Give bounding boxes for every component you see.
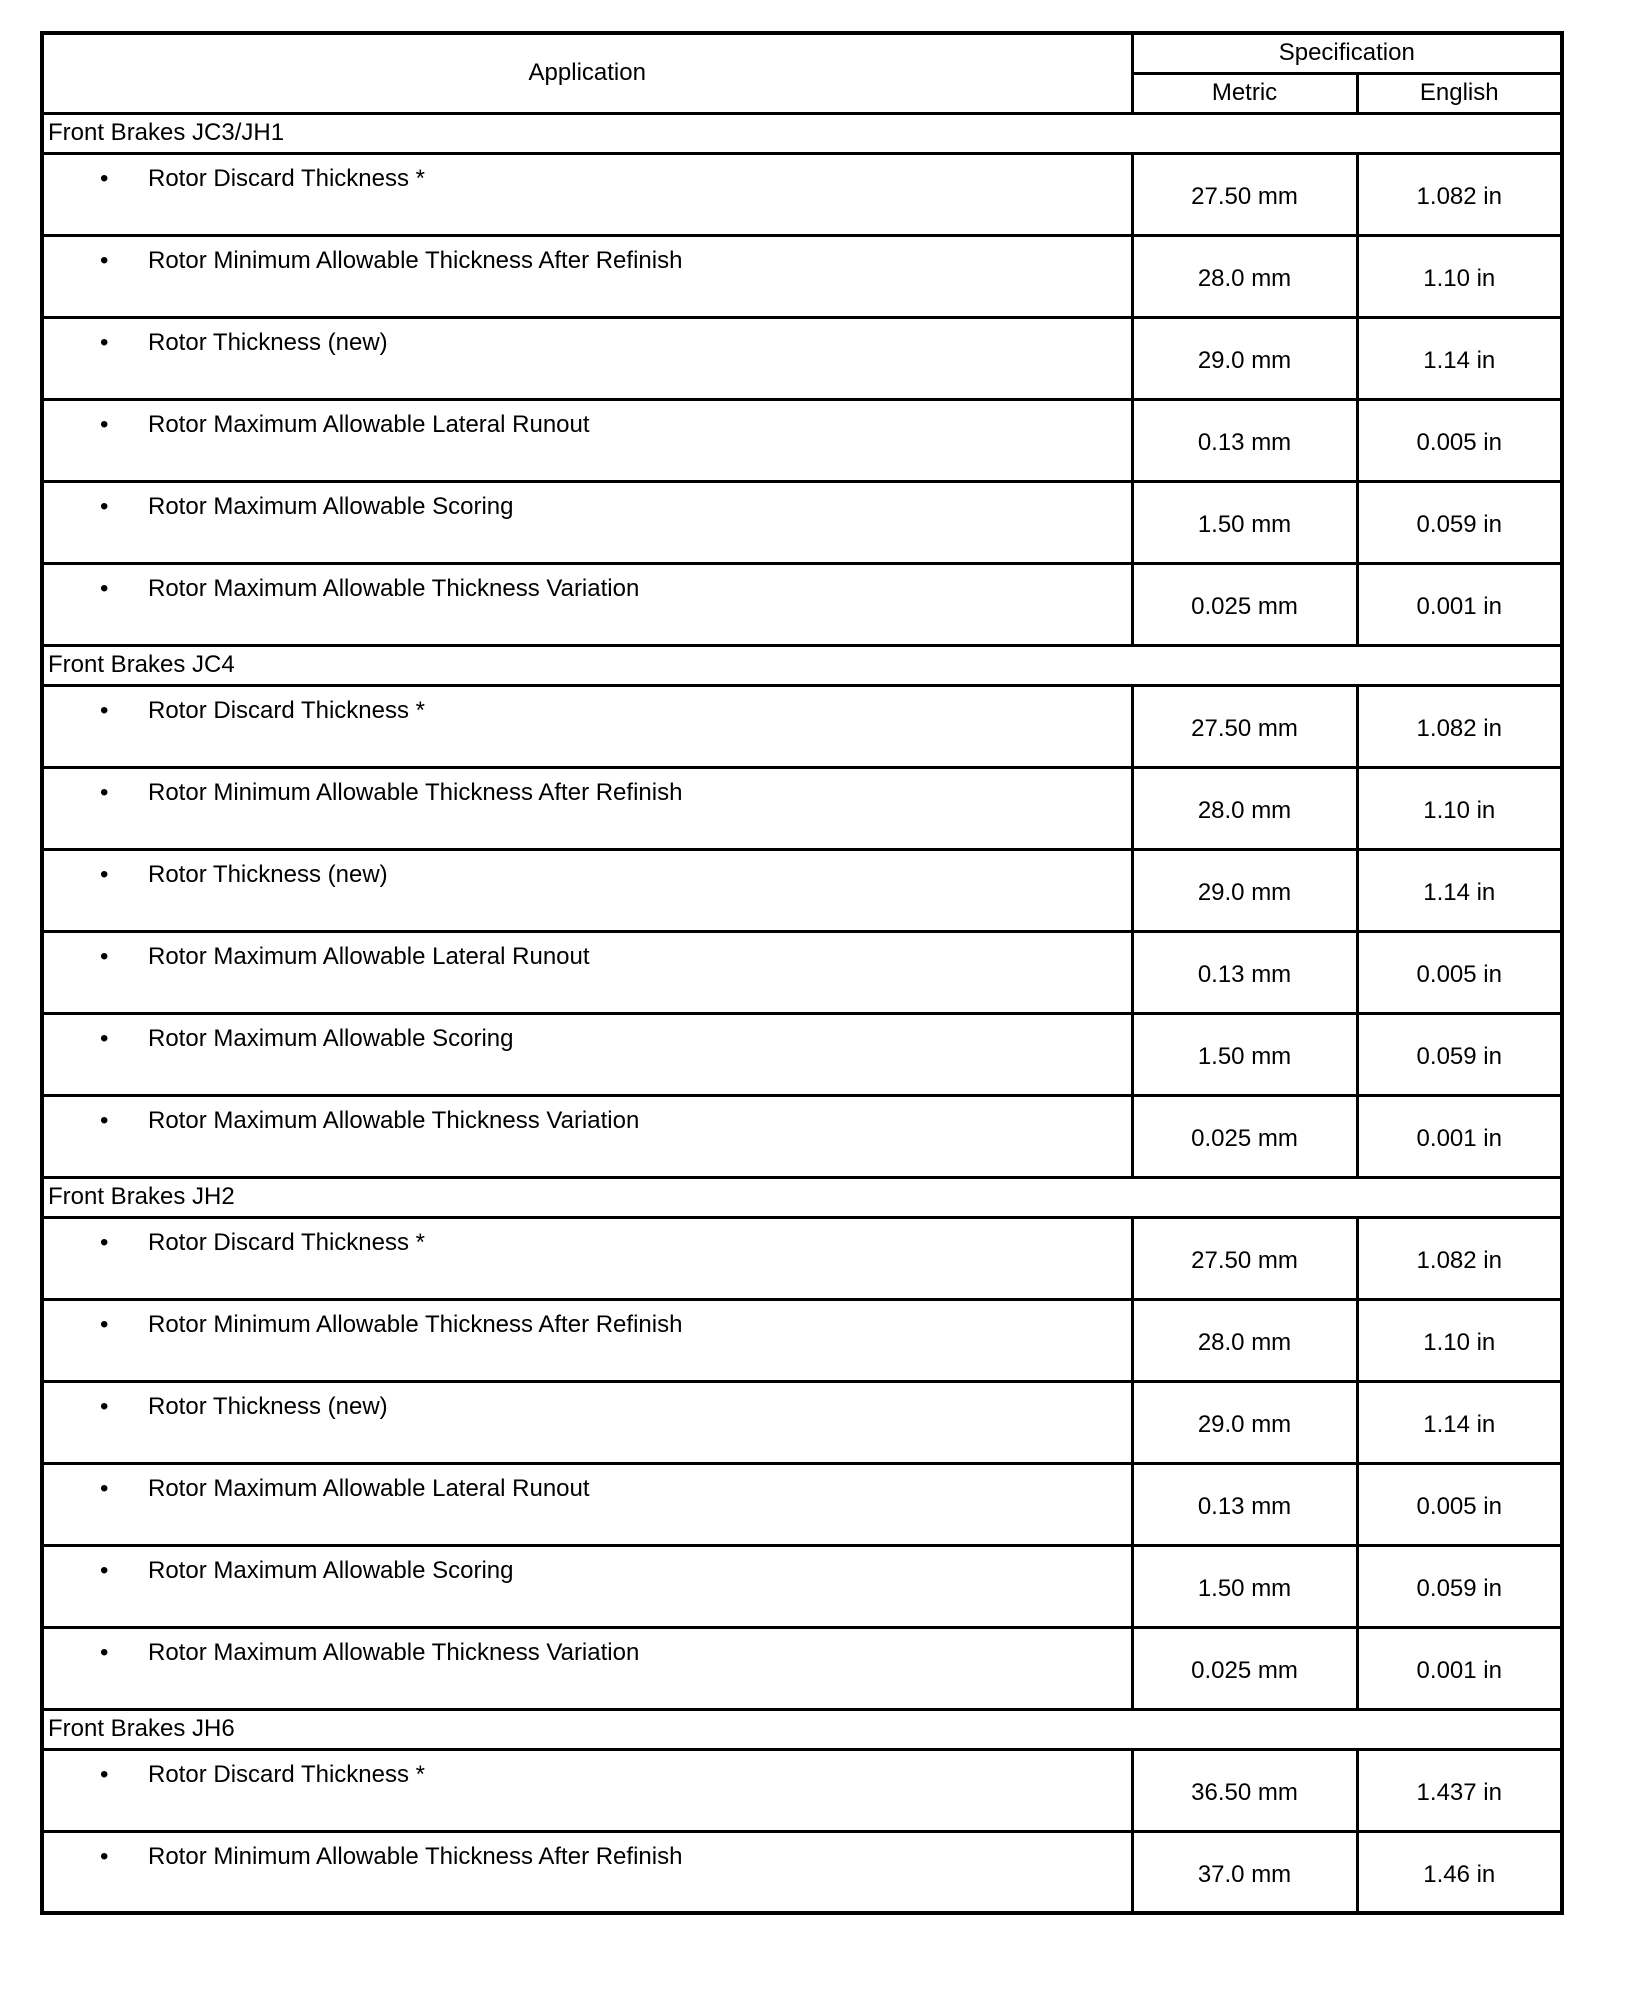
table-row (42, 849, 1562, 931)
table-row (42, 685, 1562, 767)
table-row (42, 153, 1562, 235)
metric-value: 29.0 mm (1132, 849, 1357, 931)
table-row (42, 1545, 1562, 1627)
application-cell (42, 1095, 1132, 1177)
bullet-icon: • (100, 492, 109, 520)
header-specification: Specification (1132, 33, 1562, 73)
table-row (42, 931, 1562, 1013)
application-label: Rotor Thickness (new) (148, 1392, 388, 1420)
application-label: Rotor Maximum Allowable Thickness Variation (148, 1106, 640, 1134)
metric-value: 0.13 mm (1132, 1463, 1357, 1545)
application-cell (42, 1217, 1132, 1299)
application-label: Rotor Maximum Allowable Lateral Runout (148, 410, 590, 438)
table-row (42, 1299, 1562, 1381)
metric-value: 0.025 mm (1132, 1095, 1357, 1177)
bullet-icon: • (100, 1024, 109, 1052)
application-label: Rotor Maximum Allowable Lateral Runout (148, 1474, 590, 1502)
group-label: Front Brakes JC4 (42, 645, 1562, 685)
group-row (42, 1177, 1562, 1217)
application-cell (42, 399, 1132, 481)
application-cell (42, 931, 1132, 1013)
group-label: Front Brakes JC3/JH1 (42, 113, 1562, 153)
bullet-icon: • (100, 1760, 109, 1788)
bullet-icon: • (100, 328, 109, 356)
metric-value: 37.0 mm (1132, 1831, 1357, 1913)
bullet-icon: • (100, 1474, 109, 1502)
application-label: Rotor Thickness (new) (148, 860, 388, 888)
application-cell (42, 1381, 1132, 1463)
metric-value: 28.0 mm (1132, 767, 1357, 849)
application-label: Rotor Minimum Allowable Thickness After Refinish (148, 778, 683, 806)
application-label: Rotor Minimum Allowable Thickness After Refinish (148, 246, 683, 274)
bullet-icon: • (100, 778, 109, 806)
bullet-icon: • (100, 164, 109, 192)
english-value: 1.082 in (1357, 685, 1562, 767)
table-row (42, 1627, 1562, 1709)
table-row (42, 1381, 1562, 1463)
bullet-icon: • (100, 1638, 109, 1666)
header-application: Application (42, 33, 1132, 113)
metric-value: 0.13 mm (1132, 931, 1357, 1013)
application-cell (42, 563, 1132, 645)
english-value: 0.059 in (1357, 1545, 1562, 1627)
application-label: Rotor Discard Thickness * (148, 1228, 425, 1256)
table-row (42, 1095, 1562, 1177)
bullet-icon: • (100, 410, 109, 438)
header-english: English (1357, 73, 1562, 113)
table-row (42, 1749, 1562, 1831)
application-label: Rotor Minimum Allowable Thickness After Refinish (148, 1310, 683, 1338)
group-label: Front Brakes JH2 (42, 1177, 1562, 1217)
table-row (42, 1217, 1562, 1299)
specification-table (40, 31, 1564, 1915)
application-label: Rotor Discard Thickness * (148, 696, 425, 724)
application-cell (42, 1299, 1132, 1381)
english-value: 1.437 in (1357, 1749, 1562, 1831)
application-cell (42, 767, 1132, 849)
metric-value: 27.50 mm (1132, 685, 1357, 767)
metric-value: 36.50 mm (1132, 1749, 1357, 1831)
english-value: 0.005 in (1357, 1463, 1562, 1545)
header-metric: Metric (1132, 73, 1357, 113)
metric-value: 0.13 mm (1132, 399, 1357, 481)
table-row (42, 1831, 1562, 1913)
application-cell (42, 1545, 1132, 1627)
english-value: 1.082 in (1357, 153, 1562, 235)
english-value: 1.46 in (1357, 1831, 1562, 1913)
application-label: Rotor Thickness (new) (148, 328, 388, 356)
application-label: Rotor Maximum Allowable Scoring (148, 1024, 514, 1052)
application-cell (42, 153, 1132, 235)
application-cell (42, 1463, 1132, 1545)
english-value: 1.14 in (1357, 317, 1562, 399)
application-label: Rotor Maximum Allowable Scoring (148, 492, 514, 520)
application-cell (42, 1749, 1132, 1831)
metric-value: 1.50 mm (1132, 1013, 1357, 1095)
table-row (42, 1013, 1562, 1095)
table-row (42, 563, 1562, 645)
table-row (42, 399, 1562, 481)
bullet-icon: • (100, 696, 109, 724)
application-cell (42, 1831, 1132, 1913)
metric-value: 0.025 mm (1132, 563, 1357, 645)
english-value: 0.001 in (1357, 563, 1562, 645)
metric-value: 27.50 mm (1132, 153, 1357, 235)
bullet-icon: • (100, 246, 109, 274)
group-row (42, 645, 1562, 685)
metric-value: 29.0 mm (1132, 317, 1357, 399)
metric-value: 0.025 mm (1132, 1627, 1357, 1709)
application-cell (42, 481, 1132, 563)
application-label: Rotor Maximum Allowable Thickness Variation (148, 574, 640, 602)
metric-value: 28.0 mm (1132, 1299, 1357, 1381)
english-value: 0.001 in (1357, 1095, 1562, 1177)
bullet-icon: • (100, 942, 109, 970)
english-value: 1.14 in (1357, 1381, 1562, 1463)
bullet-icon: • (100, 1106, 109, 1134)
english-value: 0.001 in (1357, 1627, 1562, 1709)
english-value: 0.059 in (1357, 1013, 1562, 1095)
english-value: 1.082 in (1357, 1217, 1562, 1299)
application-label: Rotor Discard Thickness * (148, 164, 425, 192)
table-row (42, 481, 1562, 563)
header-row-top (42, 33, 1562, 73)
bullet-icon: • (100, 1392, 109, 1420)
english-value: 1.14 in (1357, 849, 1562, 931)
metric-value: 1.50 mm (1132, 481, 1357, 563)
english-value: 0.059 in (1357, 481, 1562, 563)
metric-value: 1.50 mm (1132, 1545, 1357, 1627)
application-label: Rotor Maximum Allowable Thickness Variation (148, 1638, 640, 1666)
table-row (42, 235, 1562, 317)
english-value: 1.10 in (1357, 235, 1562, 317)
bullet-icon: • (100, 1842, 109, 1870)
group-row (42, 1709, 1562, 1749)
english-value: 1.10 in (1357, 1299, 1562, 1381)
application-label: Rotor Minimum Allowable Thickness After Refinish (148, 1842, 683, 1870)
english-value: 1.10 in (1357, 767, 1562, 849)
application-label: Rotor Maximum Allowable Lateral Runout (148, 942, 590, 970)
bullet-icon: • (100, 860, 109, 888)
group-label: Front Brakes JH6 (42, 1709, 1562, 1749)
application-cell (42, 1013, 1132, 1095)
application-cell (42, 1627, 1132, 1709)
table-body (42, 113, 1562, 1913)
bullet-icon: • (100, 1310, 109, 1338)
table-row (42, 1463, 1562, 1545)
table-row (42, 767, 1562, 849)
application-cell (42, 849, 1132, 931)
english-value: 0.005 in (1357, 931, 1562, 1013)
metric-value: 28.0 mm (1132, 235, 1357, 317)
bullet-icon: • (100, 1228, 109, 1256)
bullet-icon: • (100, 574, 109, 602)
group-row (42, 113, 1562, 153)
table-row (42, 317, 1562, 399)
application-cell (42, 235, 1132, 317)
application-cell (42, 317, 1132, 399)
application-label: Rotor Maximum Allowable Scoring (148, 1556, 514, 1584)
application-label: Rotor Discard Thickness * (148, 1760, 425, 1788)
bullet-icon: • (100, 1556, 109, 1584)
application-cell (42, 685, 1132, 767)
metric-value: 27.50 mm (1132, 1217, 1357, 1299)
metric-value: 29.0 mm (1132, 1381, 1357, 1463)
english-value: 0.005 in (1357, 399, 1562, 481)
